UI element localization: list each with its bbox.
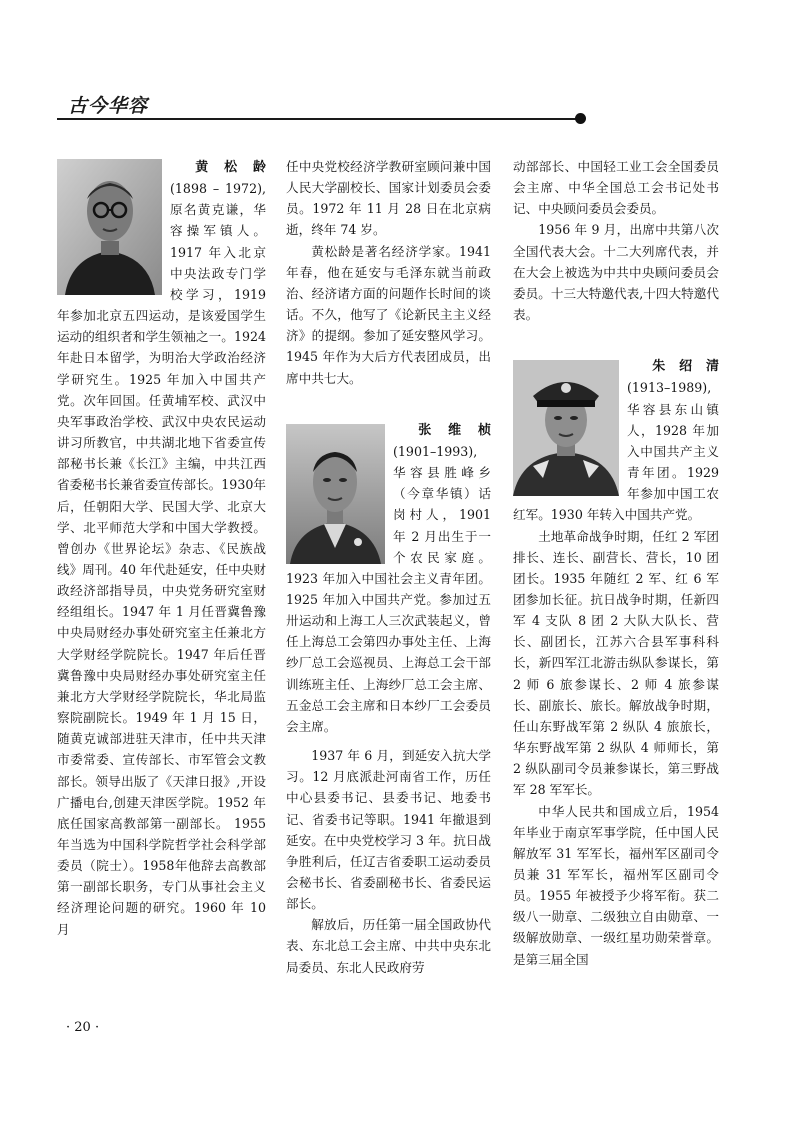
column-1: [57, 156, 266, 940]
paragraph: 任中央党校经济学教研室顾问兼中国人民大学副校长、国家计划委员会委员。1972 年 11 月 28 日在北京病逝，终年 74 岁。: [286, 159, 491, 238]
paragraph: 黄松龄是著名经济学家。1941 年春，他在延安与毛泽东就当前政治、经济诸方面的问题作长时间的谈话。不久，他写了《论新民主主义经济》的提纲。参加了延安整风学习。1945 年作为大后方代表团成员，出席中共七大。: [286, 243, 491, 386]
portrait-zhu-shaoqing: [513, 360, 619, 496]
bio-zhu-shaoqing: [513, 355, 719, 525]
paragraph: 土地革命战争时期，任红 2 军团排长、连长、副营长、营长，10 团团长。1935 年随红 2 军、红 6 军团参加长征。抗日战争时期，任新四军 4 支队 8 团 2 大队大队长、营长、副团长，江苏六合县军事科科长，新四军江北游击纵队参谋长，第 2 师 6 旅参谋长、2 师 4 旅参谋长、副旅长、旅长。解放战争时期，任山东野战军第 2 纵队 4 旅旅长，华东野战军第 2 纵队 4 师师长，第 2 纵队副司令员兼参谋长，第三野战军 28 军军长。: [513, 528, 719, 798]
bio-huang-songling: [57, 156, 266, 940]
column-2: [286, 156, 491, 978]
bio-text: (1898 – 1972),原名黄克谦，华容操军镇人。1917 年入北京中央法政专门学校学习，1919 年参加北京五四运动，是该爱国学生运动的组织者和学生领袖之一。1924年赴日本留学，为明治大学政治经济学研究生。1925 年加入中国共产党。次年回国。任黄埔军校、武汉中央军事政治学校、武汉中央农民运动讲习所教官，中共湖北地下省委宣传部秘书长兼《长江》主编，中共江西省委秘书长兼省委宣传部长。1930年后，任朝阳大学、民国大学、北京大学、北平师范大学和中国大学教授。曾创办《世界论坛》杂志、《民族战线》周刊。40 年代赴延安，任中央财政经济部指导员，中央党务研究室财经组组长。1947 年 1 月任晋冀鲁豫中央局财经办事处研究室主任兼北方大学财经学院院长。1947 年后任晋冀鲁豫中央局财经办事处研究室主任兼北方大学财经学院院长，华北局监察院副院长。1949 年 1 月 15 日，随黄克诚部进驻天津市，任中共天津市委常委、宣传部长、市军管会文教部长。领导出版了《天津日报》,开设广播电台,创建天津医学院。1952 年底任国家高教部第一副部长。 1955 年当选为中国科学院哲学社会科学部委员（院士）。1958年他辞去高教部第一副部长职务，专门从事社会主义经济理论问题的研究。1960 年 10 月: [57, 181, 266, 937]
paragraph: 中华人民共和国成立后，1954 年毕业于南京军事学院，任中国人民解放军 31 军军长，福州军区副司令员兼 31 军军长，福州军区副司令员。1955 年被授予少将军衔。获二级八一勋章、二级独立自由勋章、一级解放勋章、一级红星功勋荣誉章。是第三届全国: [513, 803, 719, 967]
paragraph: 1937 年 6 月，到延安入抗大学习。12 月底派赴河南省工作，历任中心县委书记、县委书记、地委书记、省委书记等职。1941 年撤退到延安。在中央党校学习 3 年。抗日战争胜利后，任辽吉省委职工运动委员会秘书长、省委副秘书长、省委民运部长。: [286, 748, 491, 912]
header-dot: [575, 113, 586, 124]
portrait-huang-songling: [57, 159, 162, 295]
column-3: [513, 156, 719, 970]
person-name: 朱绍清: [652, 359, 719, 375]
header-rule: [57, 118, 580, 120]
bio-zhang-weizhen: [286, 419, 491, 737]
page-number: · 20 ·: [66, 1020, 100, 1035]
paragraph: 动部部长、中国轻工业工会全国委员会主席、中华全国总工会书记处书记、中央顾问委员会委员。: [513, 159, 719, 217]
magazine-title: 古今华容: [68, 95, 149, 117]
person-name: 张维桢: [418, 422, 491, 438]
bio-text: (1901–1993), 华容县胜峰乡（今章华镇）话岗村人，1901 年 2 月出生于一个农民家庭。1923 年加入中国社会主义青年团。1925 年加入中国共产党。参加过五卅运动和上海工人三次武装起义，曾任上海总工会第四办事处主任、上海纱厂总工会巡视员、上海总工会干部训练班主任、上海纱厂总工会主席、五金总工会主席和日本纱厂工会委员会主席。: [286, 443, 491, 734]
paragraph-gap: [286, 737, 491, 745]
paragraph: 1956 年 9 月，出席中共第八次全国代表大会。十二大列席代表，并在大会上被选为中共中央顾问委员会委员。十三大特邀代表,十四大特邀代表。: [513, 222, 719, 323]
section-gap: [513, 325, 719, 355]
portrait-zhang-weizhen: [286, 424, 385, 564]
section-gap: [286, 389, 491, 419]
bio-text: (1913–1989), 华容县东山镇人，1928 年加入中国共产主义青年团。1929 年参加中国工农红军。1930 年转入中国共产党。: [513, 380, 719, 523]
person-name: 黄松龄: [195, 160, 266, 175]
paragraph: 解放后，历任第一届全国政协代表、东北总工会主席、中共中央东北局委员、东北人民政府劳: [286, 917, 491, 975]
